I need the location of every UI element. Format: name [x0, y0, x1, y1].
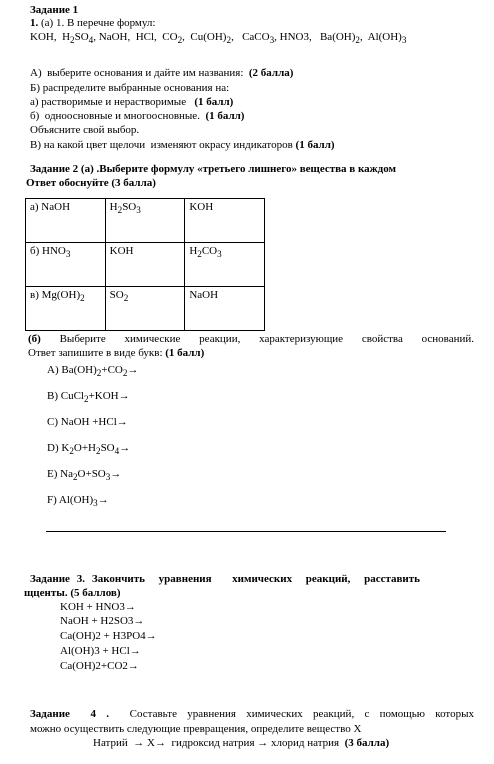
task3-eq-2: NaOH + H2SO3→: [60, 615, 145, 627]
table-cell: в) $Mg(OH)_2$: [26, 287, 106, 331]
task2-table: [25, 198, 265, 331]
task1-b: Б) распределите выбранные основания на:: [30, 82, 230, 94]
task3-eq-5: Ca(OH)2+CO2→: [60, 660, 139, 672]
table-row: [26, 243, 265, 287]
task3-eq-4: Al(OH)3 + HCl→: [60, 645, 141, 657]
task1-formulas: KOH, $H_2SO_4$, NaOH, HCl, $CO_2$, $Cu(OH)_2$, CaCO$_3$, HNO3, $Ba(OH)_2$, $Al(OH)_3$: [30, 31, 407, 46]
task1-b1: а) растворимые и нерастворимые (1 балл): [30, 96, 234, 108]
task1-line1: 1. (а) 1. В перечне формул:: [30, 17, 156, 29]
task2-title-line2: Ответ обоснуйте (3 балла): [26, 177, 156, 189]
table-cell: NaOH: [185, 287, 265, 331]
table-cell: KOH: [105, 243, 185, 287]
task1-v: В) на какой цвет щелочи изменяют окрасу индикаторов (1 балл): [30, 139, 335, 151]
task1-b2: б) одноосновные и многоосновные. (1 балл): [30, 110, 245, 122]
table-row: [26, 287, 265, 331]
table-row: [26, 199, 265, 243]
task2-b-line2: Ответ запишите в виде букв: (1 балл): [28, 347, 205, 359]
table-cell: $H_2CO_3$: [185, 243, 265, 287]
table-cell: $H_2SO_3$: [105, 199, 185, 243]
task4-line3: Натрий → X→ гидроксид натрия → хлорид натрия (3 балла): [93, 737, 390, 749]
reaction-a: A) $Ba(OH)_2+CO_2\to$: [47, 364, 139, 379]
task1-explain: Объясните свой выбор.: [30, 124, 140, 136]
answer-line: [46, 531, 446, 532]
task3-eq-1: KOH + HNO3→: [60, 601, 136, 613]
table-cell: $SO_2$: [105, 287, 185, 331]
task2-b-line1: (б) Выберите химические реакции, характеризующие свойства оснований.: [28, 333, 474, 345]
task2-title-line1: Задание 2 (а) .Выберите формулу «третьего лишнего» вещества в каждом: [30, 163, 396, 175]
task1-a: А) выберите основания и дайте им названия: (2 балла): [30, 67, 294, 79]
task1-title: Задание 1: [30, 4, 79, 16]
reaction-c: C) NaOH +HCl→: [47, 416, 128, 428]
task3-eq-3: Ca(OH)2 + H3PO4→: [60, 630, 157, 642]
table-cell: KOH: [185, 199, 265, 243]
task3-title-line1: Задание 3. Закончить уравнения химических реакций, расставить: [30, 573, 420, 585]
reaction-e: E) $Na_2O+SO_3\to$: [47, 468, 122, 483]
task3-title-line2: щценты. (5 баллов): [24, 587, 121, 599]
reaction-d: D) $K_2O+H_2SO_4\to$: [47, 442, 131, 457]
task4-line1: Задание 4 . Составьте уравнения химических реакций, с помощью которых: [30, 708, 474, 720]
table-cell: а) NaOH: [26, 199, 106, 243]
reaction-b: B) CuCl$_2$+KOH→: [47, 390, 130, 405]
table-cell: б) $HNO_3$: [26, 243, 106, 287]
reaction-f: F) $Al(OH)_3\to$: [47, 494, 109, 509]
task4-line2: можно осуществить следующие превращения, определите вещество X: [30, 723, 362, 735]
